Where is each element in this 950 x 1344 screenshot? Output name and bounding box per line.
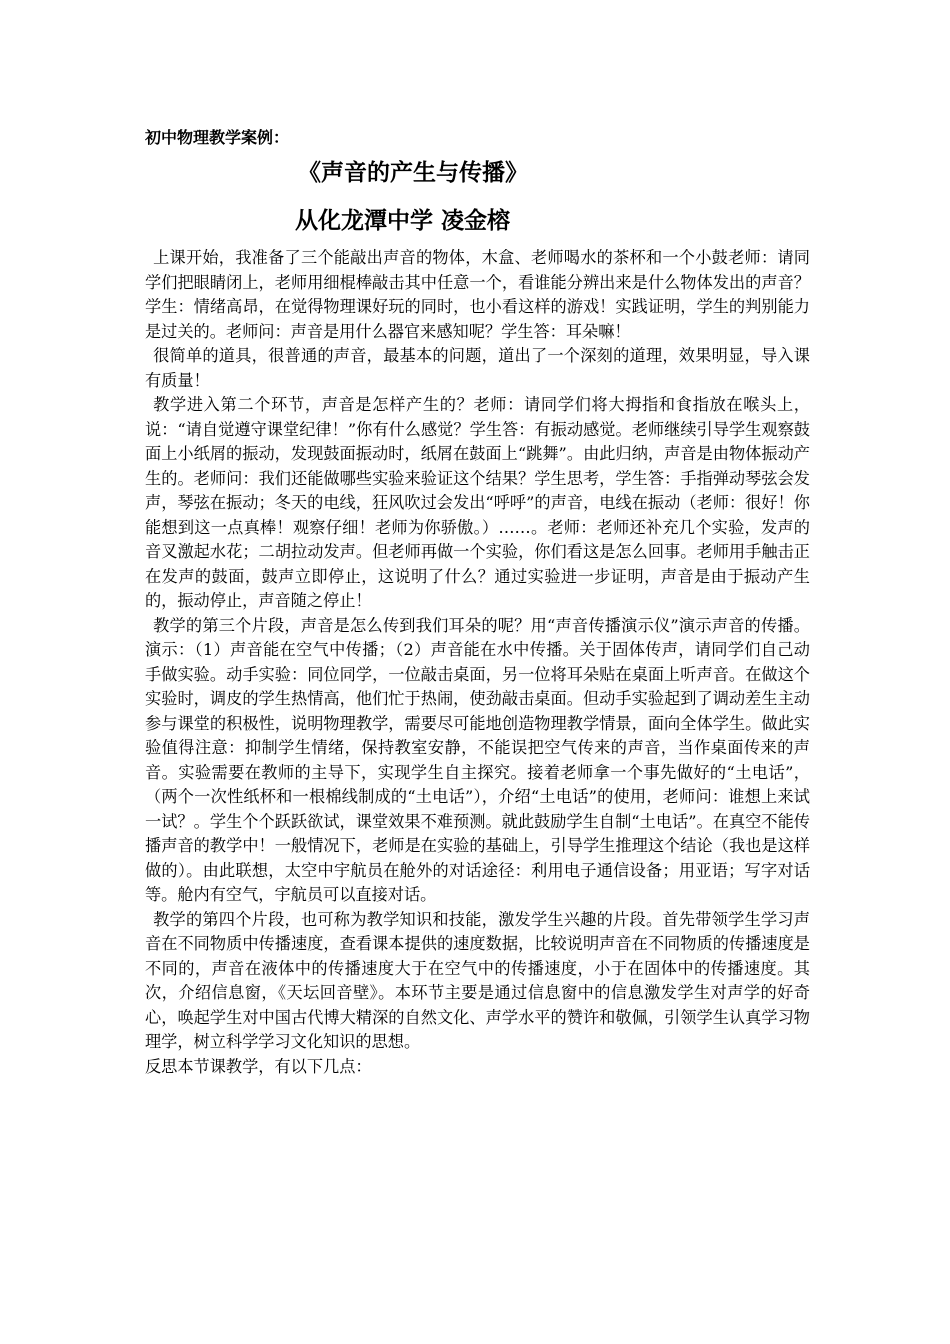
paragraph-comment: 很简单的道具，很普通的声音，最基本的问题，道出了一个深刻的道理，效果明显，导入课有质量！ xyxy=(145,346,810,390)
document-page xyxy=(145,126,810,1076)
paragraph-reflection: 反思本节课教学，有以下几点： xyxy=(145,1056,372,1076)
author-line: 从化龙潭中学 凌金榕 xyxy=(295,208,511,234)
paragraph-fourth-segment: 教学的第四个片段，也可称为教学知识和技能，激发学生兴趣的片段。首先带领学生学习声音在不同物质中传播速度，查看课本提供的速度数据，比较说明声音在不同物质的传播速度是不同的，声音在液体中的传播速度大于在空气中的传播速度，小于在固体中的传播速度。其次，介绍信息窗，《天坛回音壁》。本环节主要是通过信息窗中的信息激发学生对声学的好奇心，唤起学生对中国古代博大精深的自然文化、声学水平的赞许和敬佩，引领学生认真学习物理学，树立科学学习文化知识的思想。 xyxy=(145,909,810,1051)
paragraph-third-segment: 教学的第三个片段，声音是怎么传到我们耳朵的呢？用“声音传播演示仪”演示声音的传播。演示：（1）声音能在空气中传播；（2）声音能在水中传播。关于固体传声，请同学们自己动手做实验。动手实验：同位同学，一位敲击桌面，另一位将耳朵贴在桌面上听声音。在做这个实验时，调皮的学生热情高，他们忙于热闹，使劲敲击桌面。但动手实验起到了调动差生主动参与课堂的积极性，说明物理教学，需要尽可能地创造物理教学情景，面向全体学生。做此实验值得注意：抑制学生情绪，保持教室安静，不能误把空气传来的声音，当作桌面传来的声音。实验需要在教师的主导下，实现学生自主探究。接着老师拿一个事先做好的“土电话”，（两个一次性纸杯和一根棉线制成的“土电话”），介绍“土电话”的使用，老师问：谁想上来试一试？。学生个个跃跃欲试，课堂效果不难预测。就此鼓励学生自制“土电话”。在真空不能传播声音的教学中！一般情况下，老师是在实验的基础上，引导学生推理这个结论（我也是这样做的）。由此联想，太空中宇航员在舱外的对话途径：利用电子通信设备；用亚语；写字对话等。舱内有空气，宇航员可以直接对话。 xyxy=(145,615,810,904)
case-heading: 初中物理教学案例： xyxy=(145,128,290,147)
paragraph-second-segment: 教学进入第二个环节，声音是怎样产生的？老师：请同学们将大拇指和食指放在喉头上，说：“请自觉遵守课堂纪律！”你有什么感觉？学生答：有振动感觉。老师继续引导学生观察鼓面上小纸屑的振动，发现鼓面振动时，纸屑在鼓面上“跳舞”。由此归纳，声音是由物体振动产生的。老师问：我们还能做哪些实验来验证这个结果？学生思考，学生答：手指弹动琴弦会发声，琴弦在振动；冬天的电线，狂风吹过会发出“呼呼”的声音，电线在振动（老师：很好！你能想到这一点真棒！观察仔细！老师为你骄傲。）……。老师：老师还补充几个实验，发声的音叉激起水花；二胡拉动发声。但老师再做一个实验，你们看这是怎么回事。老师用手触击正在发声的鼓面，鼓声立即停止，这说明了什么？通过实验进一步证明，声音是由于振动产生的，振动停止，声音随之停止！ xyxy=(145,395,810,610)
lesson-title: 《声音的产生与传播》 xyxy=(298,160,528,186)
document-body xyxy=(145,246,810,1079)
paragraph-intro: 上课开始，我准备了三个能敲出声音的物体，木盒、老师喝水的茶杯和一个小鼓老师：请同学们把眼睛闭上，老师用细棍棒敲击其中任意一个，看谁能分辨出来是什么物体发出的声音？学生：情绪高昂，在觉得物理课好玩的同时，也小看这样的游戏！实践证明，学生的判别能力是过关的。老师问：声音是用什么器官来感知呢？学生答：耳朵嘛！ xyxy=(145,248,810,341)
